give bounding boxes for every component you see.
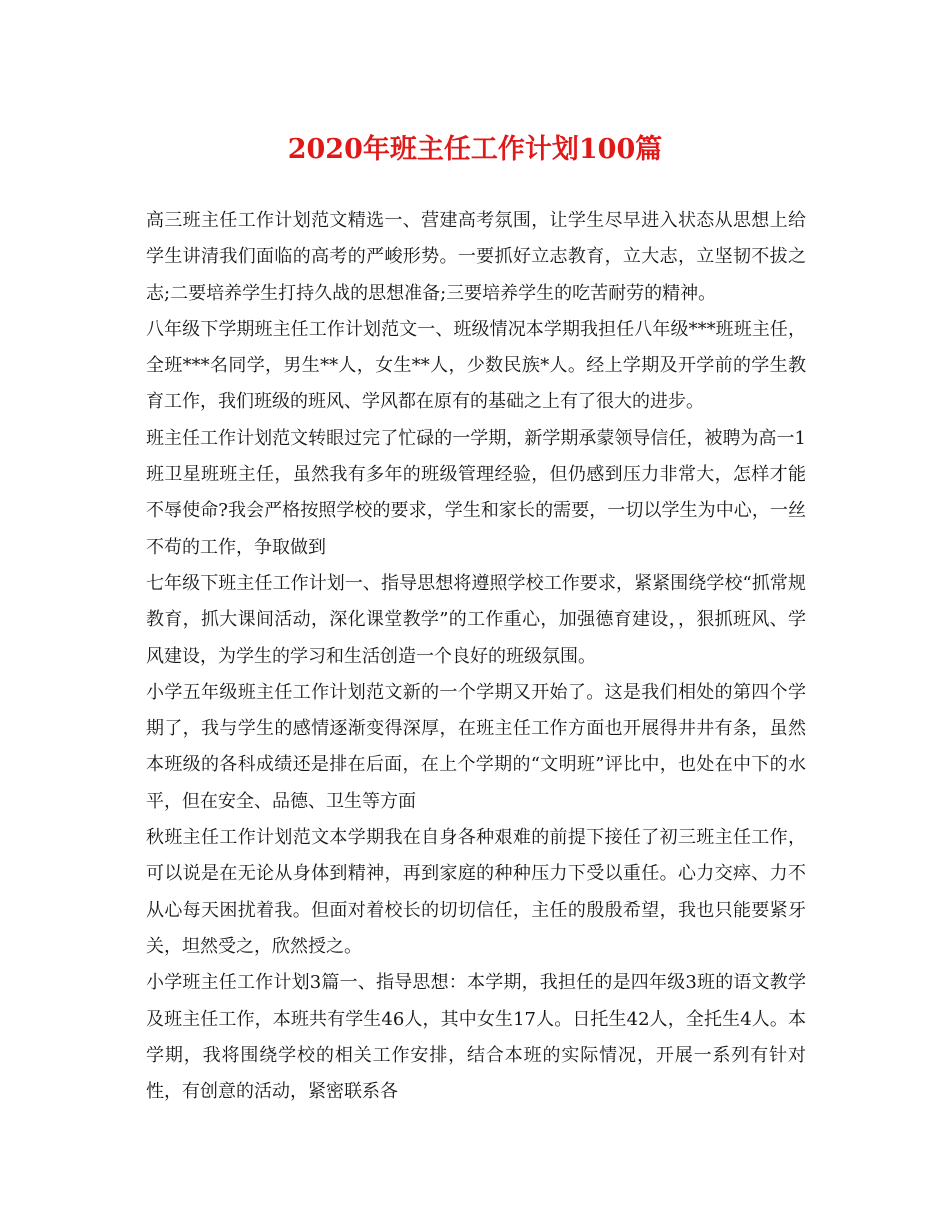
paragraph-2: 八年级下学期班主任工作计划范文一、班级情况本学期我担任八年级***班班主任，全班***名同学，男生**人，女生**人，少数民族*人。经上学期及开学前的学生教育工作，我们班级的班风、学风都在原有的基础之上有了很大的进步。 bbox=[146, 318, 806, 413]
paragraph-3: 班主任工作计划范文转眼过完了忙碌的一学期，新学期承蒙领导信任，被聘为高一1班卫星班班主任，虽然我有多年的班级管理经验，但仍感到压力非常大，怎样才能不辱使命?我会严格按照学校的要求，学生和家长的需要，一切以学生为中心，一丝不苟的工作，争取做到 bbox=[146, 427, 806, 558]
paragraph-5: 小学五年级班主任工作计划范文新的一个学期又开始了。这是我们相处的第四个学期了，我与学生的感情逐渐变得深厚，在班主任工作方面也开展得井井有条，虽然本班级的各科成绩还是排在后面，在上个学期的“文明班”评比中，也处在中下的水平，但在安全、品德、卫生等方面 bbox=[146, 681, 806, 812]
document-title: 2020年班主任工作计划100篇 bbox=[287, 134, 663, 165]
paragraph-7: 小学班主任工作计划3篇一、指导思想：本学期，我担任的是四年级3班的语文教学及班主任工作，本班共有学生46人，其中女生17人。日托生42人，全托生4人。本学期，我将围绕学校的相关工作安排，结合本班的实际情况，开展一系列有针对性，有创意的活动，紧密联系各 bbox=[146, 972, 806, 1103]
paragraph-1: 高三班主任工作计划范文精选一、营建高考氛围，让学生尽早进入状态从思想上给学生讲清我们面临的高考的严峻形势。一要抓好立志教育，立大志，立坚韧不拔之志;二要培养学生打持久战的思想准备;三要培养学生的吃苦耐劳的精神。 bbox=[146, 210, 806, 304]
paragraph-4: 七年级下班主任工作计划一、指导思想将遵照学校工作要求，紧紧围绕学校“抓常规教育，抓大课间活动，深化课堂教学”的工作重心，加强德育建设，，狠抓班风、学风建设，为学生的学习和生活创造一个良好的班级氛围。 bbox=[146, 572, 806, 667]
document-body bbox=[146, 203, 806, 1110]
paragraph-6: 秋班主任工作计划范文本学期我在自身各种艰难的前提下接任了初三班主任工作，可以说是在无论从身体到精神，再到家庭的种种压力下受以重任。心力交瘁、力不从心每天困扰着我。但面对着校长的切切信任，主任的殷殷希望，我也只能要紧牙关，坦然受之，欣然授之。 bbox=[146, 827, 806, 957]
